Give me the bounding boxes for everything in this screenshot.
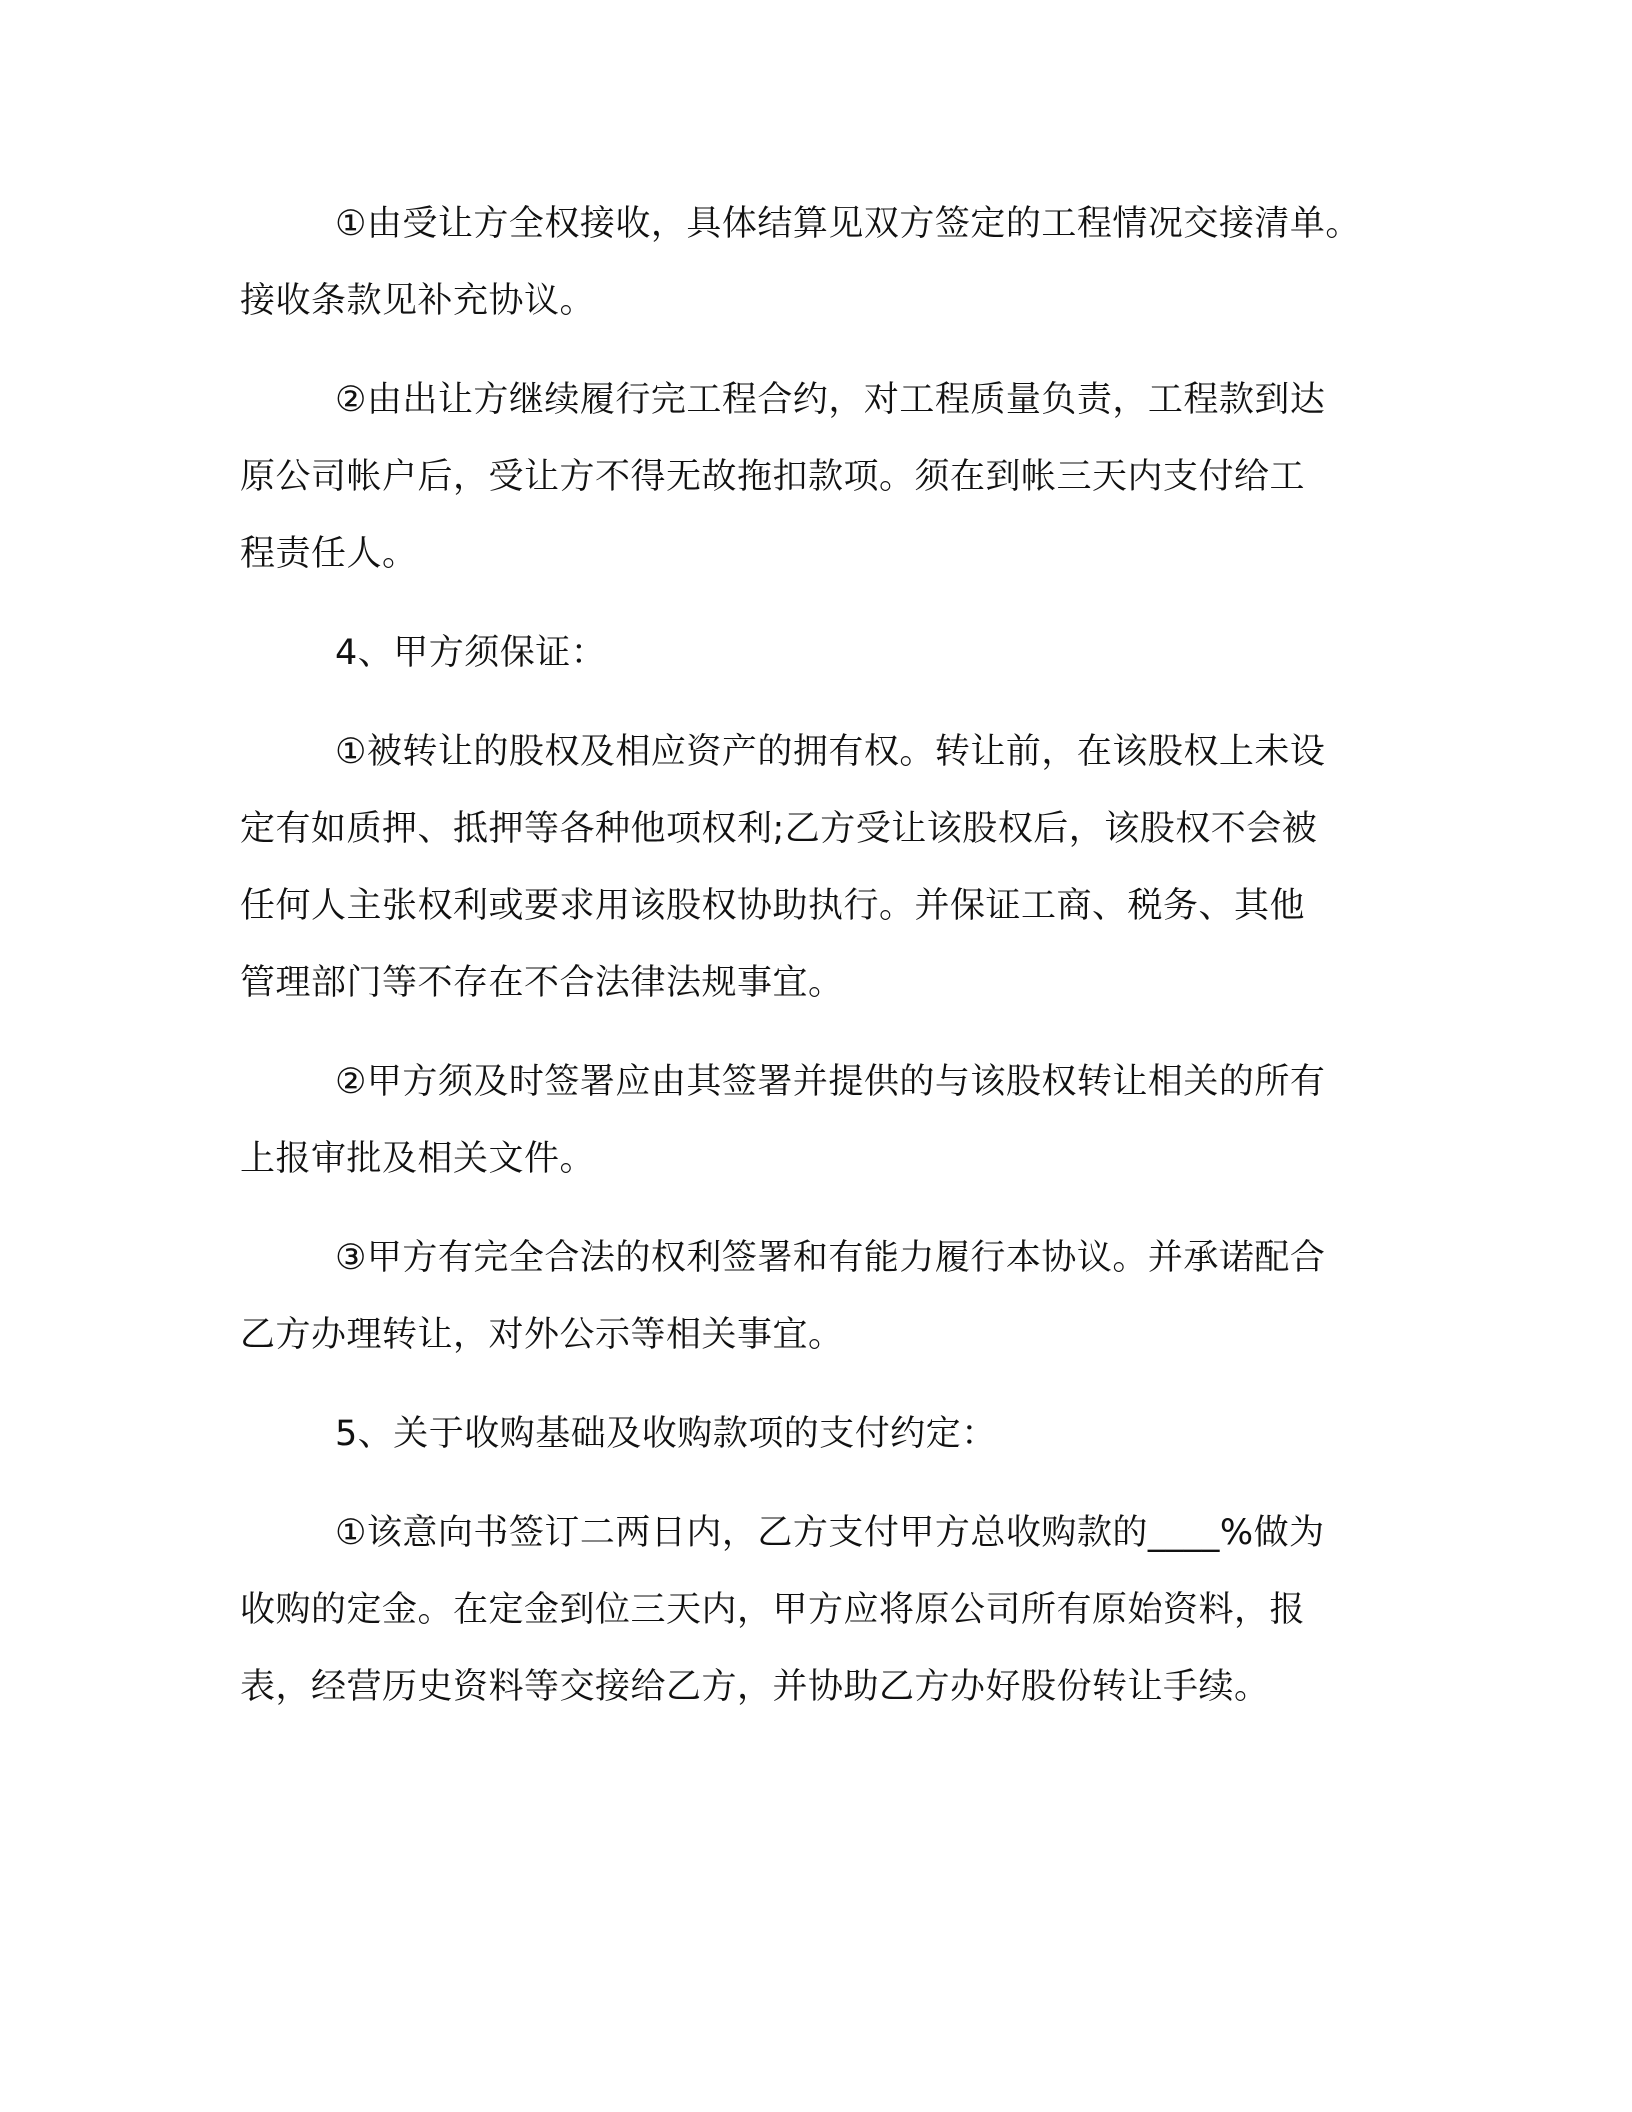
paragraph-1	[240, 186, 1390, 340]
text-line: 接收条款见补充协议。	[240, 281, 596, 321]
section-heading-4	[240, 615, 1390, 692]
paragraph-5	[240, 1044, 1390, 1198]
text-line: 定有如质押、抵押等各种他项权利;乙方受让该股权后，该股权不会被	[240, 809, 1318, 849]
text-line: ①该意向书签订二两日内，乙方支付甲方总收购款的____%做为	[335, 1513, 1325, 1553]
text-line: 上报审批及相关文件。	[240, 1139, 596, 1179]
text-line: 表，经营历史资料等交接给乙方，并协助乙方办好股份转让手续。	[240, 1667, 1270, 1707]
text-line: ②由出让方继续履行完工程合约，对工程质量负责，工程款到达	[335, 380, 1326, 420]
section-heading-5	[240, 1396, 1390, 1473]
paragraph-4	[240, 714, 1390, 1022]
text-line: 程责任人。	[240, 534, 418, 574]
document-body	[240, 186, 1390, 1748]
text-line: 5、关于收购基础及收购款项的支付约定：	[335, 1414, 997, 1454]
text-line: ③甲方有完全合法的权利签署和有能力履行本协议。并承诺配合	[335, 1238, 1326, 1278]
paragraph-2	[240, 362, 1390, 593]
text-line: 管理部门等不存在不合法律法规事宜。	[240, 963, 844, 1003]
text-line: 任何人主张权利或要求用该股权协助执行。并保证工商、税务、其他	[240, 886, 1306, 926]
text-line: 原公司帐户后，受让方不得无故拖扣款项。须在到帐三天内支付给工	[240, 457, 1306, 497]
text-line: ①由受让方全权接收，具体结算见双方签定的工程情况交接清单。	[335, 204, 1361, 244]
paragraph-8	[240, 1495, 1390, 1726]
text-line: 收购的定金。在定金到位三天内，甲方应将原公司所有原始资料，报	[240, 1590, 1306, 1630]
paragraph-6	[240, 1220, 1390, 1374]
text-line: 4、甲方须保证：	[335, 633, 607, 673]
text-line: ②甲方须及时签署应由其签署并提供的与该股权转让相关的所有	[335, 1062, 1326, 1102]
text-line: ①被转让的股权及相应资产的拥有权。转让前，在该股权上未设	[335, 732, 1326, 772]
text-line: 乙方办理转让，对外公示等相关事宜。	[240, 1315, 844, 1355]
